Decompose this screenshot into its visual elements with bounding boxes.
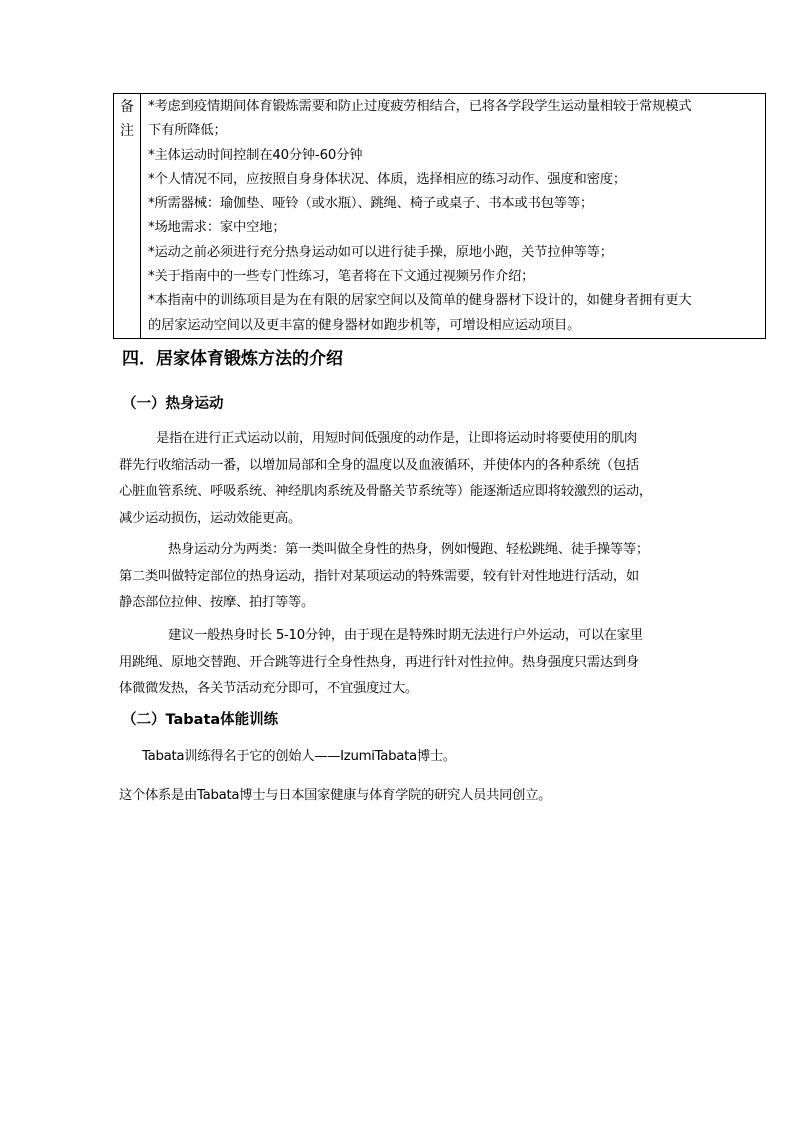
remarks-line: *主体运动时间控制在40分钟-60分钟 xyxy=(148,147,363,163)
paragraph-line: 是指在进行正式运动以前，用短时间低强度的动作是，让即将运动时将要使用的肌肉 xyxy=(156,431,637,446)
tabata-title: （二）Tabata体能训练 xyxy=(122,712,279,728)
paragraph-line: 心脏血管系统、呼吸系统、神经肌肉系统及骨骼关节系统等）能逐渐适应即将较激烈的运动， xyxy=(119,484,652,500)
paragraph-line: 体微微发热，各关节活动充分即可，不宜强度过大。 xyxy=(119,681,418,697)
paragraph-line: 群先行收缩活动一番，以增加局部和全身的温度以及血液循环，并使体内的各种系统（包括 xyxy=(119,457,639,473)
paragraph-line: 减少运动损伤，运动效能更高。 xyxy=(119,511,301,527)
paragraph-line: 用跳绳、原地交替跑、开合跳等进行全身性热身，再进行针对性拉伸。热身强度只需达到身 xyxy=(119,654,639,670)
section-title: 四．居家体育锻炼方法的介绍 xyxy=(122,349,343,369)
remarks-line: 下有所降低； xyxy=(148,123,227,139)
paragraph-line: 热身运动分为两类：第一类叫做全身性的热身，例如慢跑、轻松跳绳、徒手操等等； xyxy=(168,542,649,557)
paragraph-line: 建议一般热身时长 5-10分钟，由于现在是特殊时期无法进行户外运动，可以在家里 xyxy=(168,628,643,643)
warmup-title: （一）热身运动 xyxy=(122,396,224,412)
tabata-line-2: 这个体系是由Tabata博士与日本国家健康与体育学院的研究人员共同创立。 xyxy=(119,788,552,803)
remarks-body xyxy=(141,94,765,338)
paragraph-line: 静态部位拉伸、按摩、拍打等等。 xyxy=(119,595,314,611)
remarks-line: *场地需求：家中空地； xyxy=(148,220,286,236)
warmup-paragraph-3 xyxy=(119,623,694,703)
remarks-label-char-2: 注 xyxy=(120,123,134,139)
remarks-line: *考虑到疫情期间体育锻炼需要和防止过度疲劳相结合，已将各学段学生运动量相较于常规模式 xyxy=(148,99,692,114)
paragraph-line: 第二类叫做特定部位的热身运动，指针对某项运动的特殊需要，较有针对性地进行活动，如 xyxy=(119,568,639,584)
remarks-label xyxy=(114,94,141,338)
remarks-label-char-1: 备 xyxy=(120,99,134,115)
warmup-paragraph-2 xyxy=(119,537,694,617)
warmup-paragraph-1 xyxy=(119,426,694,533)
remarks-line: *个人情况不同，应按照自身身体状况、体质，选择相应的练习动作、强度和密度； xyxy=(148,171,626,187)
remarks-line: *所需器械：瑜伽垫、哑铃（或水瓶）、跳绳、椅子或桌子、书本或书包等等； xyxy=(148,196,594,212)
remarks-table xyxy=(113,93,766,339)
remarks-line: *关于指南中的一些专门性练习，笔者将在下文通过视频另作介绍； xyxy=(148,269,535,285)
remarks-line: 的居家运动空间以及更丰富的健身器材如跑步机等，可增设相应运动项目。 xyxy=(148,317,581,333)
tabata-line-1: Tabata训练得名于它的创始人——IzumiTabata博士。 xyxy=(142,749,456,764)
remarks-line: *本指南中的训练项目是为在有限的居家空间以及简单的健身器材下设计的，如健身者拥有更大 xyxy=(148,293,692,309)
remarks-line: *运动之前必须进行充分热身运动如可以进行徒手操，原地小跑，关节拉伸等等； xyxy=(148,244,613,260)
